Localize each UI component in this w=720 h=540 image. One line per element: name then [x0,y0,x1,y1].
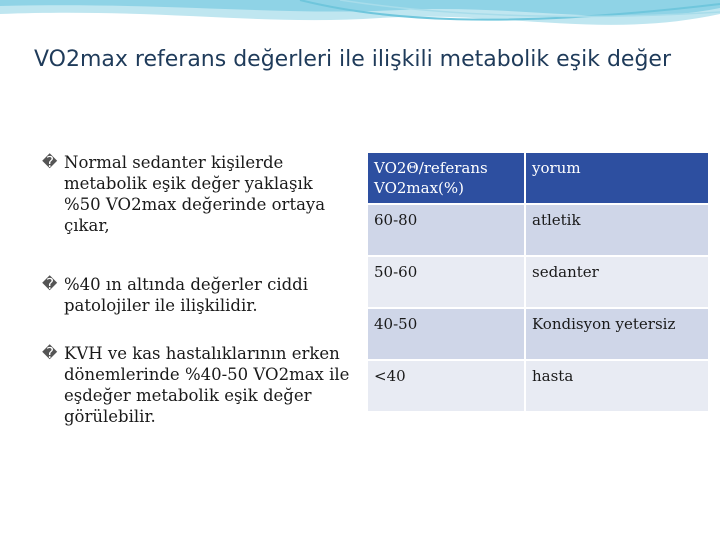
table-row [368,361,708,411]
bullet-text: KVH ve kas hastalıklarının erken dönemlerinde %40-50 VO2max ile eşdeğer metabolik eşik değer görülebilir. [64,344,350,426]
table-header-cell: yorum [526,153,708,203]
table-row [368,309,708,359]
table-cell: Kondisyon yetersiz [526,309,708,359]
table-cell: 60-80 [368,205,524,255]
bullet-text: Normal sedanter kişilerde metabolik eşik değer yaklaşık %50 VO2max değerinde ortaya çıkar, [64,153,326,235]
bullet-marker-icon: � [42,275,58,293]
bullet-marker-icon: � [42,344,58,362]
table-row [368,257,708,307]
table-row [368,205,708,255]
reference-table [366,151,710,413]
table-header-cell: VO2Θ/referans VO2max(%) [368,153,524,203]
table-cell: sedanter [526,257,708,307]
table-cell: 40-50 [368,309,524,359]
table-cell: <40 [368,361,524,411]
bullet-item [42,152,352,236]
bullet-item [42,274,352,316]
bullet-list [42,152,352,427]
table-cell: atletik [526,205,708,255]
bullet-item [42,343,352,427]
bullet-marker-icon: � [42,153,58,171]
table-header-row [368,153,708,203]
slide-title: VO2max referans değerleri ile ilişkili metabolik eşik değer [34,47,672,72]
bullet-text: %40 ın altında değerler ciddi patolojiler ile ilişkilidir. [64,275,308,315]
table-cell: hasta [526,361,708,411]
table-cell: 50-60 [368,257,524,307]
